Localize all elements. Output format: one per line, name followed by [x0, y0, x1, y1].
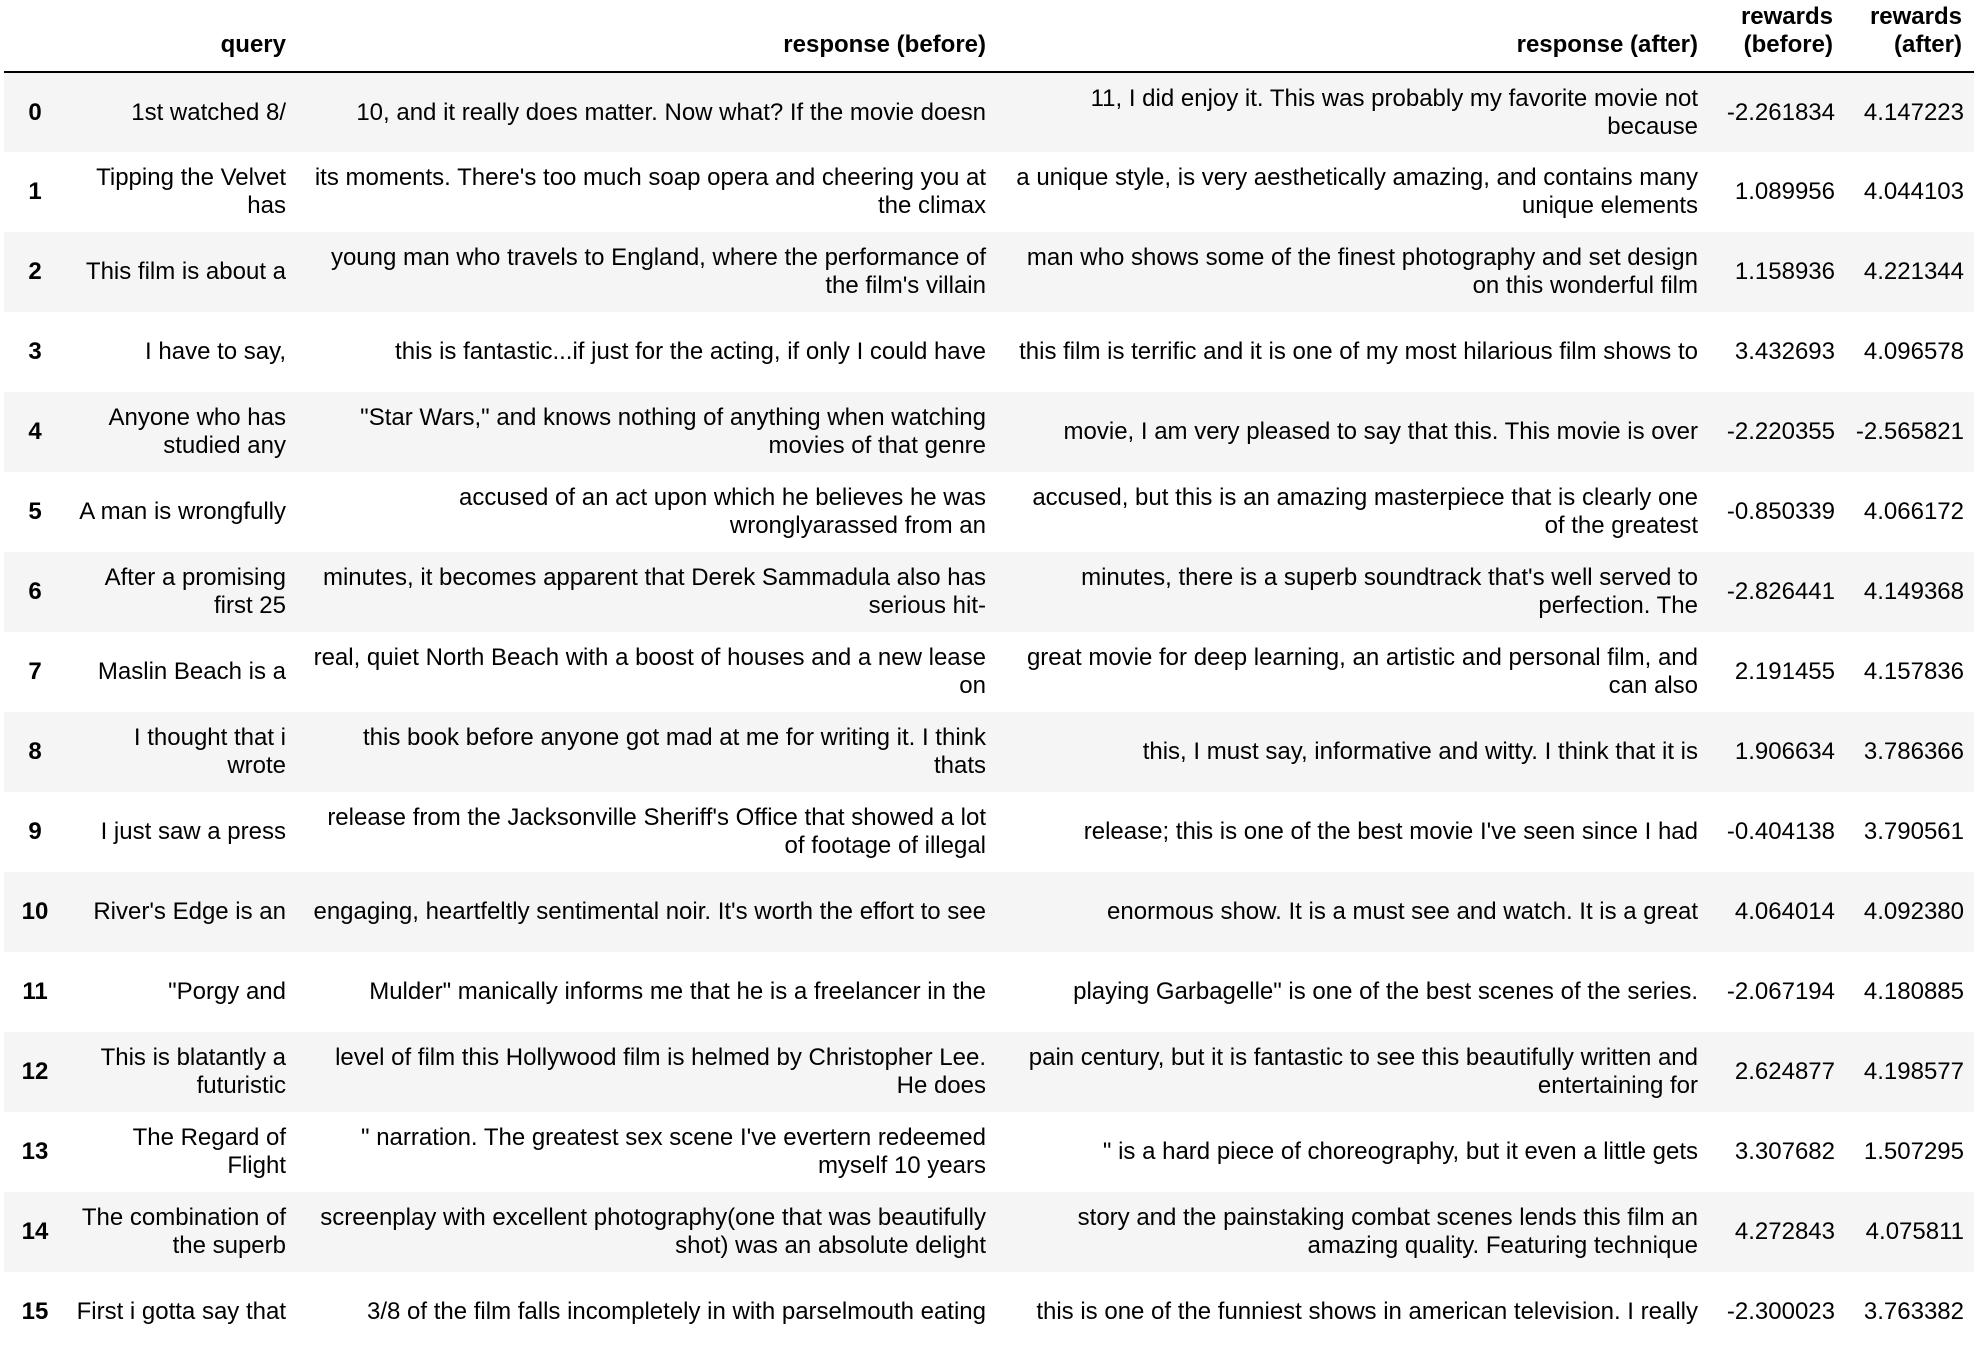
cell-rewards-after: 3.786366: [1863, 738, 1964, 765]
cell-rewards-after: -2.565821: [1855, 418, 1964, 445]
cell-query: This film is about a: [85, 258, 286, 285]
cell-rewards-before: -0.404138: [1726, 818, 1835, 845]
table-row: [4, 392, 1974, 472]
table-row: [4, 632, 1974, 712]
cell-rewards-before: 3.307682: [1734, 1138, 1835, 1165]
cell-rewards-after: 4.147223: [1863, 98, 1964, 126]
cell-response-before: 10, and it really does matter. Now what? If the movie doesn: [356, 98, 986, 126]
cell-response-after: movie, I am very pleased to say that this. This movie is over: [1063, 418, 1698, 445]
row-index: 3: [28, 338, 42, 365]
column-header-index: [4, 0, 66, 72]
table-row: [4, 1192, 1974, 1272]
cell-rewards-before: -2.067194: [1726, 978, 1835, 1005]
cell-query: After a promising first 25: [104, 564, 286, 619]
cell-response-before: this book before anyone got mad at me for writing it. I think thats: [363, 724, 986, 779]
cell-response-before: "Star Wars," and knows nothing of anything when watching movies of that genre: [360, 404, 986, 459]
table-row: [4, 872, 1974, 952]
column-header-rewards-after: rewards (after): [1845, 0, 1974, 72]
cell-rewards-after: 4.096578: [1863, 338, 1964, 365]
cell-rewards-before: 4.064014: [1734, 898, 1835, 925]
cell-response-before: screenplay with excellent photography(one that was beautifully shot) was an absolute delight: [320, 1204, 986, 1259]
cell-response-after: pain century, but it is fantastic to see this beautifully written and entertaining for: [1028, 1044, 1698, 1099]
row-index: 12: [21, 1058, 49, 1085]
cell-rewards-before: -2.220355: [1726, 418, 1835, 445]
cell-response-before: accused of an act upon which he believes he was wronglyarassed from an: [458, 484, 986, 539]
column-header-query: query: [66, 0, 298, 72]
row-index: 9: [28, 818, 42, 845]
cell-response-before: 3/8 of the film falls incompletely in with parselmouth eating: [367, 1298, 986, 1325]
cell-rewards-before: 4.272843: [1734, 1218, 1835, 1245]
cell-query: "Porgy and: [168, 978, 286, 1005]
column-header-response-before: response (before): [298, 0, 998, 72]
cell-response-after: great movie for deep learning, an artistic and personal film, and can also: [1026, 644, 1698, 699]
cell-response-after: minutes, there is a superb soundtrack that's well served to perfection. The: [1081, 564, 1698, 619]
cell-response-before: its moments. There's too much soap opera and cheering you at the climax: [314, 164, 986, 219]
table-row: [4, 232, 1974, 312]
cell-response-before: minutes, it becomes apparent that Derek Sammadula also has serious hit-: [322, 564, 986, 619]
cell-rewards-before: 3.432693: [1734, 338, 1835, 365]
dataframe-table: [4, 0, 1974, 1352]
cell-query: Maslin Beach is a: [97, 658, 286, 685]
cell-response-before: Mulder" manically informs me that he is a freelancer in the: [369, 978, 986, 1005]
cell-response-before: level of film this Hollywood film is helmed by Christopher Lee. He does: [335, 1044, 986, 1099]
cell-rewards-after: 4.149368: [1863, 578, 1964, 605]
row-index: 11: [22, 978, 48, 1005]
cell-response-before: " narration. The greatest sex scene I've evertern redeemed myself 10 years: [361, 1124, 986, 1179]
cell-response-after: " is a hard piece of choreography, but it even a little gets: [1102, 1138, 1698, 1165]
cell-query: A man is wrongfully: [79, 498, 286, 525]
table-row: [4, 312, 1974, 392]
cell-rewards-after: 4.092380: [1863, 898, 1964, 925]
table-row: [4, 1112, 1974, 1192]
row-index: 1: [28, 178, 42, 205]
row-index: 7: [28, 658, 42, 685]
row-index: 13: [21, 1138, 49, 1165]
header-row: [4, 0, 1974, 72]
cell-rewards-before: -0.850339: [1726, 498, 1835, 525]
cell-response-after: enormous show. It is a must see and watch. It is a great: [1107, 898, 1698, 925]
table-header: [4, 0, 1974, 72]
table-row: [4, 1032, 1974, 1112]
cell-rewards-after: 4.157836: [1863, 658, 1964, 685]
column-header-response-after: response (after): [998, 0, 1710, 72]
cell-response-before: real, quiet North Beach with a boost of houses and a new lease on: [313, 644, 986, 699]
cell-response-after: man who shows some of the finest photography and set design on this wonderful film: [1026, 244, 1698, 299]
cell-rewards-after: 4.044103: [1863, 178, 1964, 205]
cell-rewards-before: 2.624877: [1734, 1058, 1835, 1085]
cell-rewards-before: 1.089956: [1734, 178, 1835, 205]
cell-rewards-after: 4.066172: [1863, 498, 1964, 525]
cell-response-after: this film is terrific and it is one of my most hilarious film shows to: [1019, 338, 1698, 365]
cell-query: The Regard of Flight: [132, 1124, 286, 1179]
cell-response-after: story and the painstaking combat scenes lends this film an amazing quality. Featuring technique: [1077, 1204, 1698, 1259]
table-row: [4, 72, 1974, 152]
cell-rewards-after: 1.507295: [1863, 1138, 1964, 1165]
row-index: 2: [28, 258, 42, 285]
cell-rewards-before: -2.300023: [1726, 1298, 1835, 1325]
row-index: 4: [28, 418, 42, 445]
column-header-rewards-before: rewards (before): [1710, 0, 1845, 72]
cell-rewards-after: 4.180885: [1863, 978, 1964, 1005]
cell-response-after: 11, I did enjoy it. This was probably my favorite movie not because: [1090, 84, 1698, 140]
row-index: 14: [21, 1218, 49, 1245]
row-index: 5: [28, 498, 42, 525]
cell-query: 1st watched 8/: [131, 98, 286, 126]
cell-response-after: this is one of the funniest shows in american television. I really: [1036, 1298, 1698, 1325]
cell-rewards-after: 3.763382: [1863, 1298, 1964, 1325]
table-row: [4, 792, 1974, 872]
cell-query: Anyone who has studied any: [108, 404, 286, 459]
cell-rewards-after: 4.221344: [1863, 258, 1964, 285]
cell-response-before: young man who travels to England, where the performance of the film's villain: [330, 244, 986, 299]
row-index: 6: [28, 578, 42, 605]
table-row: [4, 712, 1974, 792]
cell-response-after: accused, but this is an amazing masterpiece that is clearly one of the greatest: [1032, 484, 1698, 539]
cell-query: I have to say,: [145, 338, 286, 365]
table-body: [4, 72, 1974, 1352]
cell-query: The combination of the superb: [81, 1204, 286, 1259]
cell-rewards-before: 1.158936: [1734, 258, 1835, 285]
cell-query: I just saw a press: [100, 818, 286, 845]
row-index: 10: [21, 898, 49, 925]
cell-rewards-after: 4.075811: [1865, 1218, 1964, 1245]
row-index: 0: [28, 98, 42, 126]
cell-query: First i gotta say that: [76, 1298, 286, 1325]
table-row: [4, 952, 1974, 1032]
cell-rewards-before: -2.261834: [1726, 98, 1835, 126]
cell-response-after: release; this is one of the best movie I've seen since I had: [1083, 818, 1698, 845]
row-index: 8: [28, 738, 42, 765]
cell-response-after: playing Garbagelle" is one of the best scenes of the series.: [1073, 978, 1698, 1005]
table-row: [4, 1272, 1974, 1352]
cell-response-before: release from the Jacksonville Sheriff's Office that showed a lot of footage of illegal: [327, 804, 986, 859]
cell-rewards-before: 2.191455: [1734, 658, 1835, 685]
cell-response-before: engaging, heartfeltly sentimental noir. It's worth the effort to see: [313, 898, 986, 925]
cell-query: This is blatantly a futuristic: [100, 1044, 286, 1099]
cell-response-after: a unique style, is very aesthetically amazing, and contains many unique elements: [1016, 164, 1698, 219]
table-row: [4, 152, 1974, 232]
cell-query: Tipping the Velvet has: [96, 164, 286, 219]
cell-rewards-after: 4.198577: [1863, 1058, 1964, 1085]
row-index: 15: [21, 1298, 49, 1325]
cell-rewards-before: 1.906634: [1734, 738, 1835, 765]
cell-rewards-before: -2.826441: [1726, 578, 1835, 605]
table-row: [4, 472, 1974, 552]
cell-rewards-after: 3.790561: [1863, 818, 1964, 845]
cell-query: River's Edge is an: [93, 898, 286, 925]
cell-response-before: this is fantastic...if just for the acting, if only I could have: [395, 338, 986, 365]
table-row: [4, 552, 1974, 632]
cell-response-after: this, I must say, informative and witty. I think that it is: [1142, 738, 1698, 765]
cell-query: I thought that i wrote: [133, 724, 286, 779]
